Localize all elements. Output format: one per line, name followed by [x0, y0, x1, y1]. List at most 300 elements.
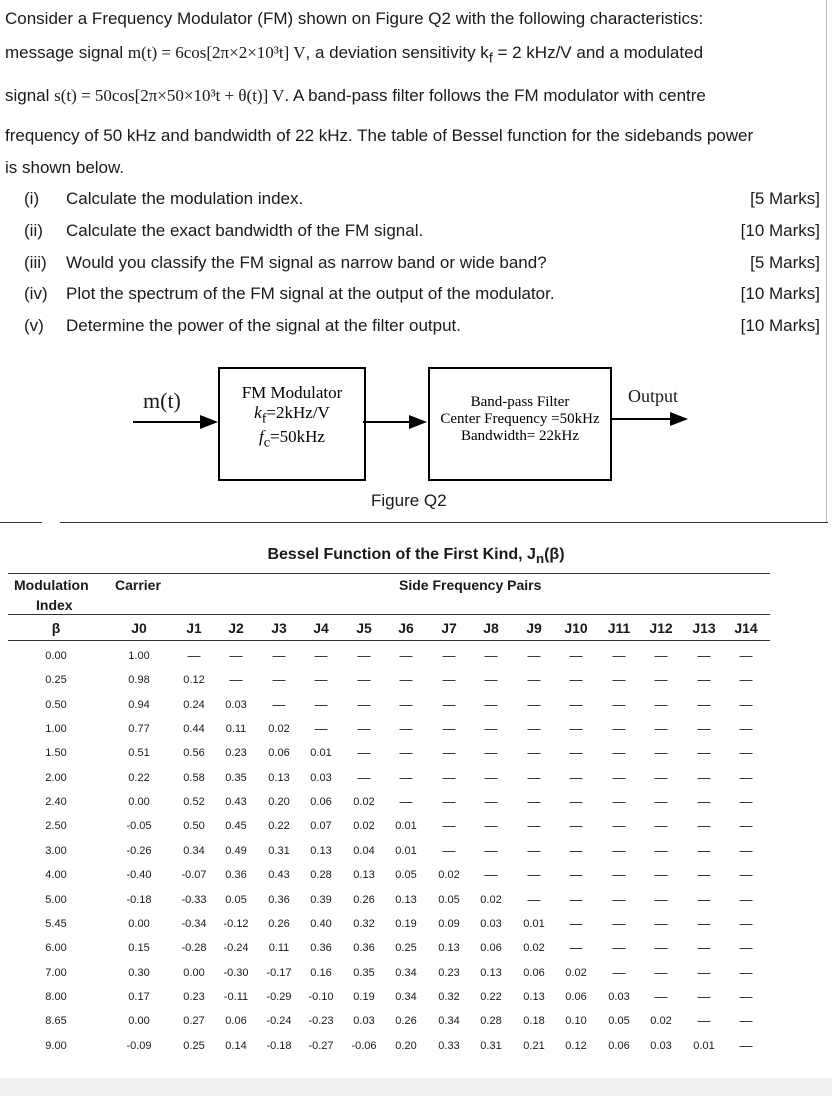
table-cell: — — [484, 842, 498, 858]
table-cell: — — [739, 745, 753, 761]
table-cell: — — [739, 1037, 753, 1053]
table-cell: — — [399, 696, 413, 712]
question-item-4 — [24, 284, 820, 306]
table-cell: 0.02 — [480, 893, 502, 906]
column-header-j9: J9 — [526, 620, 542, 636]
table-cell: 0.51 — [128, 747, 150, 760]
table-cell: — — [654, 940, 668, 956]
table-cell: — — [739, 818, 753, 834]
table-cell: 0.40 — [310, 917, 332, 930]
table-cell: 0.02 — [438, 869, 460, 882]
table-cell: 0.25 — [45, 674, 67, 687]
table-cell: — — [484, 818, 498, 834]
table-cell: 0.13 — [268, 771, 290, 784]
filter-title: Band-pass Filter — [470, 394, 570, 410]
table-cell: 2.50 — [45, 820, 67, 833]
column-header-j8: J8 — [483, 620, 499, 636]
table-cell: 0.30 — [128, 966, 150, 979]
table-cell: 0.22 — [268, 820, 290, 833]
table-cell: 0.00 — [128, 917, 150, 930]
input-label: m(t) — [143, 388, 181, 413]
table-cell: 0.98 — [128, 674, 150, 687]
table-cell: — — [612, 721, 626, 737]
kf-value: =2kHz/V — [266, 403, 330, 422]
column-header-j14: J14 — [734, 620, 758, 636]
line2-text-b: , a deviation sensitivity k — [305, 43, 489, 62]
table-cell: 0.45 — [225, 820, 247, 833]
table-cell: -0.18 — [126, 893, 152, 906]
table-cell: 0.06 — [565, 990, 587, 1003]
table-cell: — — [739, 648, 753, 663]
table-cell: — — [739, 794, 753, 810]
item-text: Calculate the exact bandwidth of the FM signal. — [66, 221, 424, 240]
table-cell: — — [739, 769, 753, 785]
kf-sub: f — [261, 410, 267, 427]
table-cell: — — [654, 696, 668, 712]
table-cell: — — [399, 794, 413, 810]
table-cell: 6.00 — [45, 942, 67, 955]
table-cell: — — [697, 842, 711, 858]
table-cell: -0.24 — [266, 1015, 292, 1028]
column-header-j6: J6 — [398, 620, 414, 636]
modulator-fc — [220, 427, 364, 451]
table-cell: — — [612, 842, 626, 858]
fc-value: =50kHz — [270, 427, 325, 447]
table-cell: 0.13 — [438, 942, 460, 955]
modulator-kf — [220, 403, 364, 427]
table-cell: — — [739, 964, 753, 980]
table-cell: 0.01 — [310, 747, 332, 760]
table-cell: — — [739, 696, 753, 712]
item-number: (ii) — [24, 221, 43, 240]
question-item-5 — [24, 316, 820, 338]
table-cell: 0.36 — [353, 942, 375, 955]
table-cell: — — [272, 696, 286, 712]
table-cell: 0.04 — [353, 844, 375, 857]
item-text: Calculate the modulation index. — [66, 189, 304, 208]
line3-text-b: . A band-pass filter follows the FM modulator with centre — [284, 86, 706, 105]
table-cell: 0.02 — [523, 942, 545, 955]
item-number: (i) — [24, 189, 40, 208]
table-cell: — — [569, 867, 583, 883]
table-cell: 0.26 — [395, 1015, 417, 1028]
column-header-β: β — [51, 620, 61, 636]
table-cell: — — [187, 648, 201, 663]
table-cell: — — [484, 721, 498, 737]
table-cell: 0.36 — [225, 869, 247, 882]
table-cell: 0.03 — [310, 771, 332, 784]
table-cell: — — [612, 745, 626, 761]
item-text: Plot the spectrum of the FM signal at the output of the modulator. — [66, 284, 555, 303]
item-number: (iv) — [24, 284, 48, 303]
table-cell: — — [739, 867, 753, 883]
table-cell: 0.13 — [310, 844, 332, 857]
table-cell: — — [612, 769, 626, 785]
table-cell: 0.18 — [523, 1015, 545, 1028]
question-line-2 — [5, 43, 821, 68]
table-cell: 0.09 — [438, 917, 460, 930]
table-cell: 0.13 — [480, 966, 502, 979]
table-cell: -0.33 — [181, 893, 207, 906]
table-cell: 5.00 — [45, 893, 67, 906]
table-cell: 0.11 — [225, 723, 247, 736]
table-cell: 0.50 — [183, 820, 205, 833]
table-cell: 0.01 — [693, 1039, 715, 1052]
table-cell: 0.14 — [225, 1039, 247, 1052]
table-cell: — — [527, 769, 541, 785]
table-cell: — — [272, 672, 286, 688]
table-cell: 2.40 — [45, 796, 67, 809]
table-cell: 0.01 — [523, 917, 545, 930]
table-cell: — — [654, 745, 668, 761]
table-cell: 0.35 — [225, 771, 247, 784]
table-cell: 0.22 — [480, 990, 502, 1003]
table-cell: 0.24 — [183, 698, 205, 711]
line2-text-a: message signal — [5, 43, 124, 62]
table-cell: 0.31 — [480, 1039, 502, 1052]
table-cell: 0.32 — [353, 917, 375, 930]
table-cell: -0.24 — [223, 942, 249, 955]
table-cell: — — [697, 721, 711, 737]
table-cell: 0.03 — [608, 990, 630, 1003]
table-cell: — — [314, 648, 328, 663]
table-cell: — — [654, 964, 668, 980]
table-cell: 0.01 — [395, 820, 417, 833]
table-cell: 0.02 — [353, 820, 375, 833]
band-pass-filter-block — [428, 367, 612, 481]
table-cell: 0.49 — [225, 844, 247, 857]
table-cell: 0.43 — [225, 796, 247, 809]
table-cell: 0.02 — [268, 723, 290, 736]
table-cell: 0.26 — [353, 893, 375, 906]
table-cell: 0.27 — [183, 1015, 205, 1028]
table-cell: — — [399, 648, 413, 663]
table-cell: — — [442, 648, 456, 663]
table-cell: — — [612, 915, 626, 931]
item-marks: [5 Marks] — [750, 253, 820, 272]
table-cell: 0.34 — [395, 990, 417, 1003]
table-cell: 0.25 — [395, 942, 417, 955]
fc-sub: c — [263, 434, 271, 451]
table-cell: 2.00 — [45, 771, 67, 784]
table-cell: 0.05 — [608, 1015, 630, 1028]
table-cell: 0.35 — [353, 966, 375, 979]
separator-line — [60, 522, 828, 523]
line2-text-c: = 2 kHz/V and a modulated — [492, 43, 704, 62]
table-cell: — — [654, 818, 668, 834]
table-cell: — — [527, 696, 541, 712]
table-cell: 0.03 — [480, 917, 502, 930]
table-cell: 0.32 — [438, 990, 460, 1003]
table-cell: — — [527, 745, 541, 761]
table-cell: — — [569, 891, 583, 907]
table-cell: — — [442, 721, 456, 737]
table-cell: — — [442, 696, 456, 712]
table-cell: -0.27 — [308, 1039, 334, 1052]
filter-center-frequency: Center Frequency =50kHz — [440, 411, 600, 427]
column-header-j11: J11 — [607, 620, 631, 636]
table-cell: -0.26 — [126, 844, 152, 857]
table-cell: 0.05 — [438, 893, 460, 906]
table-cell: — — [229, 672, 243, 688]
item-number: (iii) — [24, 253, 47, 272]
table-cell: — — [654, 842, 668, 858]
table-cell: — — [357, 672, 371, 688]
table-cell: — — [739, 988, 753, 1004]
table-cell: 0.43 — [268, 869, 290, 882]
table-cell: 3.00 — [45, 844, 67, 857]
table-cell: — — [697, 696, 711, 712]
table-cell: 0.06 — [310, 796, 332, 809]
table-cell: -0.12 — [223, 917, 249, 930]
table-cell: — — [654, 988, 668, 1004]
table-cell: -0.18 — [266, 1039, 292, 1052]
table-cell: 0.06 — [225, 1015, 247, 1028]
table-cell: — — [697, 794, 711, 810]
kf-symbol: k — [254, 403, 262, 422]
table-cell: 0.23 — [225, 747, 247, 760]
question-line-5: is shown below. — [5, 158, 125, 177]
table-cell: 8.00 — [45, 990, 67, 1003]
table-cell: — — [612, 672, 626, 688]
column-header-j5: J5 — [356, 620, 372, 636]
message-signal-formula: m(t) = 6cos[2π×2×10³t] V — [127, 43, 306, 62]
table-cell: — — [697, 745, 711, 761]
table-cell: — — [697, 915, 711, 931]
table-cell: — — [654, 891, 668, 907]
table-cell: — — [484, 696, 498, 712]
table-cell: 0.01 — [395, 844, 417, 857]
carrier-header: Carrier — [115, 577, 161, 593]
table-cell: — — [569, 794, 583, 810]
table-cell: — — [527, 867, 541, 883]
header-rule-1 — [8, 614, 770, 615]
table-cell: — — [612, 794, 626, 810]
table-cell: — — [569, 818, 583, 834]
item-text: Determine the power of the signal at the filter output. — [66, 316, 462, 335]
table-cell: 0.12 — [183, 674, 205, 687]
table-cell: 0.12 — [565, 1039, 587, 1052]
table-cell: 5.45 — [45, 917, 67, 930]
table-cell: 0.22 — [128, 771, 150, 784]
table-cell: — — [569, 769, 583, 785]
table-cell: -0.30 — [223, 966, 249, 979]
table-cell: — — [442, 745, 456, 761]
table-cell: — — [229, 648, 243, 663]
column-header-j12: J12 — [649, 620, 673, 636]
table-cell: 4.00 — [45, 869, 67, 882]
figure-caption: Figure Q2 — [371, 491, 447, 510]
output-label: Output — [628, 386, 679, 406]
table-cell: — — [484, 745, 498, 761]
table-top-rule — [8, 573, 770, 574]
table-cell: 0.00 — [183, 966, 205, 979]
table-cell: — — [399, 745, 413, 761]
bessel-title-end: (β) — [544, 546, 565, 563]
table-cell: 0.13 — [395, 893, 417, 906]
table-cell: — — [527, 672, 541, 688]
table-cell: 0.06 — [268, 747, 290, 760]
column-header-j1: J1 — [186, 620, 202, 636]
table-cell: -0.34 — [181, 917, 207, 930]
table-cell: — — [654, 915, 668, 931]
table-cell: 0.20 — [395, 1039, 417, 1052]
question-line-4: frequency of 50 kHz and bandwidth of 22 kHz. The table of Bessel function for the sidebands power — [5, 126, 754, 145]
table-cell: — — [612, 818, 626, 834]
table-cell: 0.05 — [225, 893, 247, 906]
table-cell: 0.44 — [183, 723, 205, 736]
table-cell: — — [739, 940, 753, 956]
table-cell: 1.00 — [128, 650, 150, 662]
item-marks: [10 Marks] — [740, 316, 820, 335]
table-cell: — — [442, 794, 456, 810]
item-number: (v) — [24, 316, 44, 335]
table-cell: — — [697, 891, 711, 907]
table-cell: — — [654, 794, 668, 810]
table-cell: — — [612, 964, 626, 980]
table-cell: — — [442, 842, 456, 858]
header-rule-2 — [8, 640, 770, 641]
table-cell: — — [357, 648, 371, 663]
table-cell: 0.11 — [268, 942, 290, 955]
table-cell: 0.00 — [128, 1015, 150, 1028]
table-cell: — — [484, 769, 498, 785]
item-marks: [10 Marks] — [740, 284, 820, 303]
item-marks: [5 Marks] — [750, 189, 820, 208]
table-cell: 0.56 — [183, 747, 205, 760]
table-cell: 0.26 — [268, 917, 290, 930]
table-cell: — — [697, 648, 711, 663]
table-cell: — — [654, 648, 668, 663]
table-cell: — — [569, 915, 583, 931]
table-cell: 0.34 — [438, 1015, 460, 1028]
column-header-j10: J10 — [564, 620, 588, 636]
index-header: Index — [36, 597, 73, 613]
table-cell: 0.02 — [565, 966, 587, 979]
table-cell: — — [654, 769, 668, 785]
table-cell: 9.00 — [45, 1039, 67, 1052]
table-cell: 0.02 — [650, 1015, 672, 1028]
table-cell: — — [527, 794, 541, 810]
table-cell: -0.28 — [181, 942, 207, 955]
output-arrowhead — [670, 412, 688, 426]
table-cell: -0.09 — [126, 1039, 152, 1052]
table-cell: 0.02 — [353, 796, 375, 809]
table-cell: — — [527, 721, 541, 737]
table-cell: -0.23 — [308, 1015, 334, 1028]
table-cell: — — [697, 988, 711, 1004]
table-cell: 0.31 — [268, 844, 290, 857]
bessel-title-text: Bessel Function of the First Kind, J — [267, 546, 536, 563]
column-header-j3: J3 — [271, 620, 287, 636]
line3-text-a: signal — [5, 86, 50, 105]
item-text: Would you classify the FM signal as narrow band or wide band? — [66, 253, 547, 272]
table-cell: 0.03 — [353, 1015, 375, 1028]
table-cell: — — [314, 721, 328, 737]
table-cell: 0.94 — [128, 698, 150, 711]
table-cell: 0.58 — [183, 771, 205, 784]
table-cell: — — [569, 648, 583, 663]
table-cell: — — [527, 818, 541, 834]
middle-arrow — [363, 421, 411, 423]
table-cell: 0.13 — [353, 869, 375, 882]
table-cell: — — [442, 769, 456, 785]
table-cell: — — [697, 964, 711, 980]
table-cell: 0.00 — [128, 796, 150, 809]
table-cell: 0.19 — [353, 990, 375, 1003]
table-cell: 1.50 — [45, 747, 67, 760]
modulator-title: FM Modulator — [241, 383, 343, 402]
table-cell: 0.03 — [225, 698, 247, 711]
table-cell: 0.19 — [395, 917, 417, 930]
table-cell: — — [484, 794, 498, 810]
table-cell: -0.10 — [308, 990, 334, 1003]
table-cell: — — [357, 721, 371, 737]
separator-line-left — [0, 522, 42, 523]
table-cell: — — [399, 769, 413, 785]
table-cell: 0.33 — [438, 1039, 460, 1052]
table-cell: — — [739, 842, 753, 858]
table-cell: 0.00 — [45, 650, 67, 662]
table-cell: -0.07 — [181, 869, 207, 882]
table-cell: 0.25 — [183, 1039, 205, 1052]
table-cell: — — [697, 1013, 711, 1029]
fc-symbol: f — [259, 427, 264, 447]
table-cell: 0.17 — [128, 990, 150, 1003]
table-cell: — — [739, 1013, 753, 1029]
table-cell: 0.34 — [395, 966, 417, 979]
table-cell: — — [654, 672, 668, 688]
modulated-signal-formula: s(t) = 50cos[2π×50×10³t + θ(t)] V — [54, 86, 285, 105]
table-cell: — — [442, 672, 456, 688]
table-cell: 0.36 — [310, 942, 332, 955]
table-cell: — — [569, 672, 583, 688]
table-cell: -0.11 — [223, 990, 249, 1003]
page-edge-line — [826, 0, 827, 522]
table-cell: 0.23 — [183, 990, 205, 1003]
table-cell: — — [739, 891, 753, 907]
table-cell: — — [697, 867, 711, 883]
table-cell: 0.07 — [310, 820, 332, 833]
table-cell: — — [314, 672, 328, 688]
table-cell: 1.00 — [45, 723, 67, 736]
input-arrow — [133, 421, 203, 423]
table-cell: 0.34 — [183, 844, 205, 857]
table-cell: — — [357, 745, 371, 761]
item-marks: [10 Marks] — [740, 221, 820, 240]
table-cell: — — [527, 842, 541, 858]
table-cell: — — [569, 842, 583, 858]
table-cell: — — [399, 672, 413, 688]
table-cell: — — [739, 915, 753, 931]
table-cell: -0.17 — [266, 966, 292, 979]
table-cell: 8.65 — [45, 1015, 67, 1028]
table-cell: — — [697, 818, 711, 834]
fm-modulator-block — [218, 367, 366, 481]
table-cell: — — [612, 648, 626, 663]
table-cell: — — [612, 940, 626, 956]
table-cell: 0.15 — [128, 942, 150, 955]
question-line-3 — [5, 86, 821, 106]
table-cell: 0.16 — [310, 966, 332, 979]
bessel-title-sub: n — [535, 551, 545, 567]
table-cell: — — [357, 696, 371, 712]
table-cell: — — [612, 867, 626, 883]
table-cell: — — [569, 940, 583, 956]
table-cell: — — [697, 672, 711, 688]
table-cell: — — [739, 672, 753, 688]
table-cell: 0.10 — [565, 1015, 587, 1028]
